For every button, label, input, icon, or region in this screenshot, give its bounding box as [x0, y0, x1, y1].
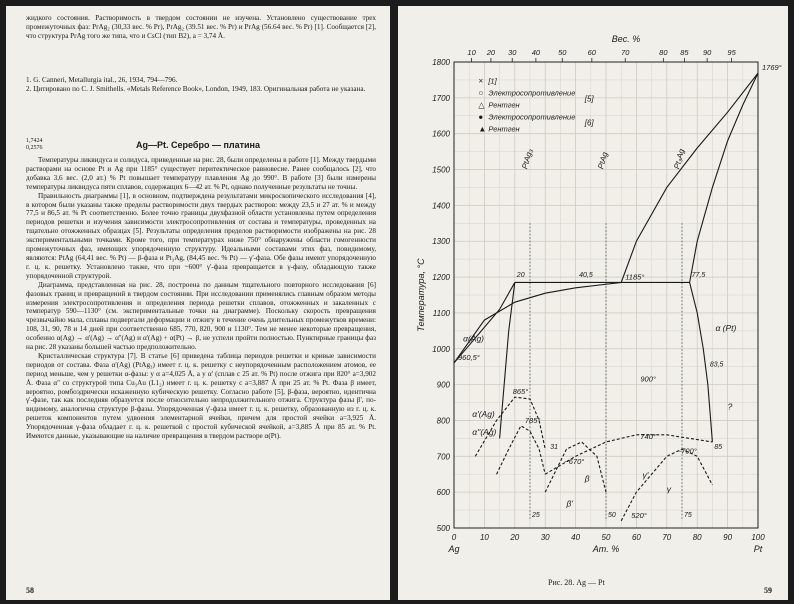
- page-number-left: 58: [26, 586, 34, 595]
- y-tick-label: 1100: [432, 308, 450, 318]
- y-tick-label: 1600: [432, 129, 450, 139]
- composition-label: 20: [516, 272, 525, 280]
- paragraph-3: Диаграмма, представленная на рис. 28, построена по данным тщательного повторного исследования [6] фазовых границ и превращений в твердом состоянии. При исследовании применялись главным образом методы измерения электросопротивления и определения периода решетки сплавов, отожженных и закаленных с температур 590—1130° (см. экспериментальные точки на диаграмме). Поскольку скорость превращения чрезвычайно мала, сплавы подвергали деформации и отжигу в течение очень длительных промежутков времени: 108, 31, 90, 78 и 14 дней при соответственно 685, 770, 820, 900 и 1130°. Тем не менее некоторые превращения, особенно α(Ag) → α'(Ag) → α''(Ag) и α'(Ag) + α(Pt) → β, не успели пройти полностью. Пунктирные границы фаз на рис. 28 указаны большей частью предположительно.: [26, 280, 376, 352]
- top-tick-label: 70: [621, 48, 630, 57]
- temperature-label: 1769°: [762, 63, 782, 73]
- composition-label: 85: [714, 444, 723, 452]
- legend-label: [1]: [488, 76, 497, 86]
- x-end-label-pt: Pt: [753, 544, 763, 554]
- phase-label: γ': [642, 469, 649, 480]
- paragraph-1: Температуры ликвидуса и солидуса, приведенные на рис. 28, были определены в работе [1]. Между твердыми растворами на основе Pt и Ag при 1185° существует перитектическое равновесие. Ранее сообщалось [2], что добавка 3,6 вес. (2,0 ат.) % Pt повышает температуру плавления Ag до 990°. В работе [3] были измерены температуры ликвидуса пяти сплавов, содержащих 6—42 ат. % Pt, однако полученные результаты не точны.: [26, 156, 376, 191]
- y-tick-label: 1500: [432, 165, 450, 175]
- phase-label: α'(Ag): [472, 408, 495, 419]
- paragraph-4: Кристаллическая структура [7]. В статье [6] приведена таблица периодов решетки и кривые зависимости периодов от состава. Фаза α'(Ag) (PtAg₃) имеет г. ц. к. решетку с неупорядоченным расположением атомов, ее период меньше, чем у решетки α-фазы: у α a=4,025 Å, а у α' (сплав с 25 ат. % Pt) после отжига при 820° a=3,902 Å. Фаза α'' со структурой типа Cu₃Au (L1₂) имеет г. ц. к. решетку с a=3,887 Å при 25 ат. % Pt. Фаза β имеет, вероятно, ромбоэдрически искаженную кубическую решетку. Согласно работе [5], β-фаза, вероятно, идентична γ'-фазе, так как последняя образуется после относительно непродолжительного отжига. Структура фазы β', по-видимому, аналогична структуре β-фазы. Упорядоченная γ'-фаза имеет г. ц. к. решетку, образованную из г. ц. к. решеток компонентов путем удвоения элементарной ячейки, причем для простой ячейки a=3,925 Å. Упорядоченная γ-фаза обладает г. ц. к. решеткой с простой кубической ячейкой, a=3,885 Å при 85 ат. % Pt. Имеются данные, указывающие на наличие превращения в твердом растворе α(Pt).: [26, 351, 376, 441]
- legend-symbol: ▲: [478, 124, 487, 134]
- body-text: [26, 156, 376, 441]
- phase-diagram: [398, 6, 788, 600]
- x-tick-label: 50: [601, 533, 611, 542]
- legend-label: Электросопротивление: [488, 88, 576, 98]
- compound-label: PtAg₃: [520, 147, 535, 171]
- top-tick-label: 40: [531, 48, 541, 57]
- right-page: [398, 6, 788, 600]
- composition-label: 40,5: [579, 272, 593, 280]
- x-tick-label: 70: [662, 533, 672, 542]
- legend-label: Рентген: [488, 124, 520, 134]
- phase-label: ?: [727, 401, 733, 412]
- y-axis-label: Температура, °С: [416, 258, 426, 332]
- figure-caption: Рис. 28. Ag — Pt: [548, 578, 605, 587]
- compound-label: PtAg: [596, 150, 610, 171]
- legend-symbol: ○: [478, 88, 484, 98]
- top-tick-label: 95: [727, 48, 736, 57]
- x-tick-label: 20: [510, 533, 520, 542]
- y-tick-label: 1800: [432, 58, 450, 67]
- temperature-label: ~700°: [676, 446, 697, 456]
- page-number-right: 59: [764, 586, 772, 595]
- phase-label: β': [566, 498, 573, 509]
- x-tick-label: 100: [751, 533, 765, 542]
- y-tick-label: 1700: [432, 93, 450, 103]
- y-tick-label: 800: [436, 416, 450, 426]
- legend-symbol: ×: [478, 76, 483, 86]
- y-tick-label: 500: [436, 524, 450, 533]
- y-tick-label: 1300: [432, 237, 450, 247]
- phase-label: α''(Ag): [472, 426, 497, 437]
- composition-label: 31: [550, 444, 559, 452]
- legend-ref: [5]: [584, 94, 594, 104]
- phase-label: α(Ag): [463, 333, 485, 344]
- top-tick-label: 10: [467, 48, 476, 57]
- reference-2: 2. Цитировано по C. J. Smithells. «Metals Reference Book», London, 1949, 183. Оригинальная работа не указана.: [26, 85, 366, 93]
- x-end-label-ag: Ag: [448, 544, 460, 554]
- x-tick-label: 80: [692, 533, 702, 542]
- x-tick-label: 10: [479, 533, 489, 542]
- legend-label: Рентген: [488, 100, 520, 110]
- temperature-label: ~670°: [564, 457, 585, 467]
- x-tick-label: 60: [631, 533, 641, 542]
- top-text: жидкого состояния. Растворимость в твердом состоянии не изучена. Установлено существование трех промежуточных фаз: PrAg₂ (30,33 вес. % Pr), PrAg₂ (39.51 вес. % Pr) и PrAg (56.64 вес. % Pr) [1]. Сообщается [2], что структура PrAg того же типа, что и CsCl (тип B2), a = 3,74 Å.: [26, 14, 376, 40]
- y-tick-label: 600: [436, 488, 450, 498]
- top-tick-label: 30: [508, 48, 517, 57]
- composition-label: 83,5: [709, 361, 724, 369]
- temperature-label: 520°: [631, 510, 647, 520]
- y-tick-label: 1000: [432, 344, 450, 354]
- legend-label: Электросопротивление: [488, 112, 576, 122]
- paragraph-2: Правильность диаграммы [1], в основном, подтверждена результатами микроскопического исследования [4], в котором были указаны также пределы растворимости двух твердых растворов: между 23,5 и 27 ат. % и между 77,5 и 86,5 ат. % Pt соответственно. Более точно границы двухфазной области установлены путем определения периодов решетки и изучения зависимости электросопротивления от состава и температуры, проведенных на тщательно отожженных образцах [5]. Результаты определения пределов растворимости изображены на рис. 28 экспериментальными точками. Кроме того, при температурах ниже 750° обнаружены области гомогенности промежуточных фаз, имеющих упорядоченную структуру. Идеальными составами этих фаз, повидимому, являются: PtAg (64,41 вес. % Pt) — β-фаза и Pt₃Ag, (84,45 вес. % Pt) — γ'-фаза. Обе фазы имеют упорядоченную г. ц. к. решетку. Установлено также, что при ~600° γ'-фаза превращается в γ-фазу, обладающую также упорядоченной структурой.: [26, 191, 376, 280]
- x-tick-label: 90: [723, 533, 733, 542]
- temperature-label: 900°: [640, 374, 656, 384]
- x-axis-label: Ат. %: [592, 544, 620, 554]
- legend-symbol: △: [478, 100, 485, 110]
- temperature-label: 960,5°: [458, 352, 480, 362]
- reference-list: [26, 76, 376, 94]
- reference-1: 1. G. Canneri, Metallurgia ital., 26, 1934, 794—796.: [26, 76, 178, 84]
- x-tick-label: 40: [571, 533, 581, 542]
- phase-label: γ: [666, 484, 672, 495]
- temperature-label: 785°: [524, 415, 541, 425]
- y-tick-label: 900: [436, 380, 450, 390]
- top-tick-label: 85: [680, 48, 689, 57]
- top-tick-label: 20: [486, 48, 496, 57]
- temperature-label: 1185°: [625, 272, 645, 282]
- legend-ref: [6]: [584, 118, 594, 128]
- compound-label: Pt₃Ag: [672, 147, 687, 171]
- phase-label: β: [584, 473, 590, 484]
- x-tick-label: 0: [451, 533, 457, 542]
- x-tick-label: 30: [540, 533, 550, 542]
- top-tick-label: 90: [702, 48, 712, 57]
- composition-label: 25: [532, 512, 540, 520]
- curve-alpha-double-prime-ag: [497, 426, 546, 474]
- temperature-label: 740°: [640, 431, 656, 441]
- chart-legend: [478, 77, 594, 134]
- composition-label: 50: [608, 512, 616, 520]
- composition-label: 75: [684, 512, 692, 520]
- y-tick-label: 700: [436, 452, 450, 462]
- top-tick-label: 80: [659, 48, 668, 57]
- y-tick-label: 1200: [432, 273, 450, 283]
- y-tick-label: 1400: [432, 201, 450, 211]
- composition-label: 77,5: [691, 272, 706, 280]
- curve-solidus-pt: [690, 73, 758, 282]
- section-title: Ag—Pt. Серебро — платина: [136, 140, 260, 150]
- top-tick-label: 50: [558, 48, 567, 57]
- phase-label: α (Pt): [715, 322, 737, 333]
- legend-symbol: ●: [478, 112, 484, 122]
- udc-number: 1,7424 0,2576: [26, 138, 43, 151]
- left-page: [6, 6, 390, 600]
- temperature-label: 865°: [512, 387, 529, 397]
- top-axis-label: Вес. %: [611, 34, 641, 44]
- top-tick-label: 60: [587, 48, 596, 57]
